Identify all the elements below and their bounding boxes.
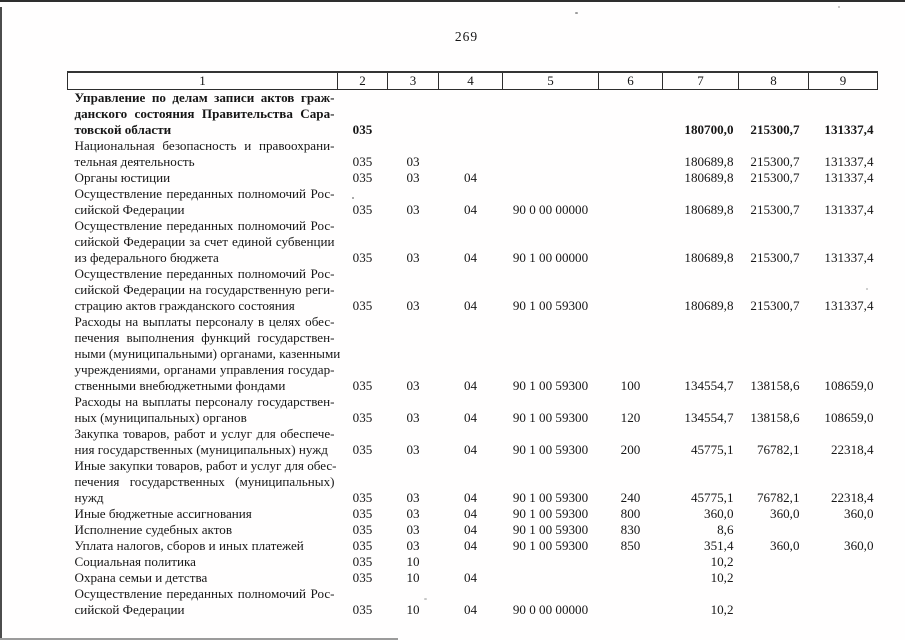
cell-expense-type-code: [599, 138, 663, 170]
cell-subsection-code: 04: [463, 170, 478, 185]
scan-border-left: [0, 7, 2, 640]
cell-grbs-code: 035: [352, 122, 373, 137]
row-name: [68, 314, 341, 394]
row-name-line: сийской Федерации за счет единой субвенции: [74, 234, 335, 249]
row-name: [68, 186, 338, 218]
row-name-line: Охрана семьи и детства: [74, 570, 208, 585]
cell-grbs-code: 035: [352, 378, 373, 393]
row-name-line: Уплата налогов, сборов и иных платежей: [74, 538, 304, 553]
row-name: [68, 394, 338, 426]
cell-subsection-code: 04: [463, 298, 478, 313]
cell-target-article-code: 90 1 00 59300: [512, 506, 589, 521]
column-header-3: 3: [388, 72, 439, 90]
cell-amount-year2: 76782,1: [756, 442, 800, 457]
cell-amount-year3: [809, 586, 878, 618]
cell-subsection-code: [439, 90, 503, 139]
cell-section-code: 03: [406, 490, 420, 505]
cell-amount-year2: 215300,7: [750, 170, 800, 185]
cell-target-article-code: 90 1 00 59300: [512, 522, 589, 537]
cell-section-code: 03: [406, 538, 420, 553]
cell-amount-year2: 215300,7: [750, 250, 800, 265]
cell-subsection-code: [439, 138, 503, 170]
row-name-line: ными (муниципальными) органами, казенными: [74, 346, 341, 361]
cell-section-code: 03: [406, 410, 420, 425]
row-name-line: ственными внебюджетными фондами: [74, 378, 286, 393]
budget-table: [67, 71, 878, 618]
cell-amount-year3: 131337,4: [824, 122, 874, 137]
cell-amount-year1: 351,4: [704, 538, 734, 553]
cell-subsection-code: [439, 554, 503, 570]
cell-amount-year2: 215300,7: [750, 202, 800, 217]
row-name-line: Национальная безопасность и правоохрани-: [74, 138, 335, 153]
column-header-4: 4: [439, 72, 503, 90]
row-name-line: печения выполнения функций государствен-: [74, 330, 335, 345]
cell-section-code: [388, 90, 439, 139]
table-row: [68, 586, 878, 618]
table-row: [68, 138, 878, 170]
table-row: [68, 538, 878, 554]
cell-amount-year1: 180689,8: [684, 170, 734, 185]
row-name-line: тельная деятельность: [74, 154, 195, 169]
row-name-line: Осуществление переданных полномочий Рос-: [74, 266, 335, 281]
cell-expense-type-code: 100: [620, 378, 641, 393]
cell-amount-year2: 215300,7: [750, 122, 800, 137]
cell-target-article-code: 90 0 00 00000: [512, 202, 589, 217]
table-row: [68, 314, 878, 394]
cell-expense-type-code: 830: [620, 522, 641, 537]
table-row: [68, 570, 878, 586]
page-number: 269: [454, 29, 479, 44]
cell-expense-type-code: [599, 170, 663, 186]
cell-amount-year1: 134554,7: [684, 410, 734, 425]
table-header: [68, 72, 878, 90]
scan-speck: [575, 12, 578, 14]
row-name-line: Осуществление переданных полномочий Рос-: [74, 218, 335, 233]
cell-section-code: 03: [406, 202, 420, 217]
cell-amount-year1: 10,2: [710, 570, 734, 585]
cell-target-article-code: [503, 138, 599, 170]
row-name-line: ния государственных (муниципальных) нужд: [74, 442, 328, 457]
cell-target-article-code: 90 1 00 59300: [512, 442, 589, 457]
cell-amount-year1: 180689,8: [684, 298, 734, 313]
row-name-line: данского состояния Правительства Сара-: [74, 106, 335, 121]
row-name-line: Социальная политика: [74, 554, 196, 569]
table-header-row: [68, 72, 878, 90]
table-row: [68, 554, 878, 570]
row-name: [68, 90, 338, 139]
cell-amount-year3: 131337,4: [824, 298, 874, 313]
cell-amount-year2: 360,0: [770, 538, 800, 553]
table-row: [68, 266, 878, 314]
row-name-line: Осуществление переданных полномочий Рос-: [74, 586, 335, 601]
cell-section-code: 03: [406, 170, 420, 185]
row-name-line: Иные закупки товаров, работ и услуг для обес-: [74, 458, 337, 473]
cell-amount-year1: 10,2: [710, 554, 734, 569]
row-name-line: товской области: [74, 122, 172, 137]
cell-amount-year3: [809, 522, 878, 538]
table-row: [68, 170, 878, 186]
cell-amount-year1: 134554,7: [684, 378, 734, 393]
cell-target-article-code: 90 0 00 00000: [512, 602, 589, 617]
cell-expense-type-code: [599, 90, 663, 139]
cell-subsection-code: 04: [463, 522, 478, 537]
row-name-line: Органы юстиции: [74, 170, 171, 185]
cell-grbs-code: 035: [352, 170, 373, 185]
cell-subsection-code: 04: [463, 378, 478, 393]
cell-amount-year2: 215300,7: [750, 298, 800, 313]
cell-amount-year1: 8,6: [717, 522, 734, 537]
table-row: [68, 394, 878, 426]
table-row: [68, 506, 878, 522]
row-name: [68, 426, 338, 458]
cell-amount-year1: 45775,1: [690, 442, 734, 457]
cell-target-article-code: 90 1 00 00000: [512, 250, 589, 265]
cell-amount-year1: 360,0: [704, 506, 734, 521]
cell-amount-year1: 45775,1: [690, 490, 734, 505]
cell-expense-type-code: [599, 218, 663, 266]
cell-section-code: 10: [406, 602, 420, 617]
cell-amount-year1: 180689,8: [684, 154, 734, 169]
row-name: [68, 506, 338, 522]
row-name-line: печения государственных (муниципальных): [74, 474, 335, 489]
cell-expense-type-code: [599, 266, 663, 314]
cell-target-article-code: 90 1 00 59300: [512, 538, 589, 553]
row-name: [68, 570, 338, 586]
cell-amount-year2: [739, 554, 809, 570]
cell-section-code: 03: [406, 298, 420, 313]
cell-expense-type-code: 120: [620, 410, 641, 425]
cell-target-article-code: [503, 170, 599, 186]
cell-expense-type-code: 800: [620, 506, 641, 521]
table-row: [68, 426, 878, 458]
cell-amount-year2: 360,0: [770, 506, 800, 521]
cell-section-code: 03: [406, 250, 420, 265]
row-name-line: учреждениями, органами управления государ-: [74, 362, 335, 377]
column-header-6: 6: [599, 72, 663, 90]
row-name-line: сийской Федерации: [74, 602, 185, 617]
cell-amount-year3: [809, 570, 878, 586]
cell-amount-year3: 360,0: [844, 538, 874, 553]
column-header-9: 9: [809, 72, 878, 90]
cell-amount-year1: 180689,8: [684, 250, 734, 265]
cell-grbs-code: 035: [352, 410, 373, 425]
cell-amount-year3: 108659,0: [824, 410, 874, 425]
cell-expense-type-code: [599, 570, 663, 586]
row-name-line: страцию актов гражданского состояния: [74, 298, 295, 313]
cell-amount-year1: 10,2: [710, 602, 734, 617]
row-name: [68, 538, 338, 554]
cell-target-article-code: 90 1 00 59300: [512, 298, 589, 313]
table-row: [68, 90, 878, 139]
row-name: [68, 170, 338, 186]
cell-section-code: 03: [406, 154, 420, 169]
cell-expense-type-code: 850: [620, 538, 641, 553]
row-name: [68, 586, 338, 618]
cell-amount-year2: [739, 570, 809, 586]
cell-grbs-code: 035: [352, 442, 373, 457]
cell-grbs-code: 035: [352, 554, 373, 569]
cell-section-code: 10: [406, 554, 420, 569]
table-row: [68, 458, 878, 506]
cell-target-article-code: [503, 90, 599, 139]
cell-amount-year2: 138158,6: [750, 378, 800, 393]
cell-grbs-code: 035: [352, 154, 373, 169]
row-name-line: Закупка товаров, работ и услуг для обеспече-: [74, 426, 335, 441]
column-header-7: 7: [663, 72, 739, 90]
row-name: [68, 266, 338, 314]
table-row: [68, 218, 878, 266]
cell-subsection-code: 04: [463, 538, 478, 553]
cell-amount-year3: 108659,0: [824, 378, 874, 393]
column-header-8: 8: [739, 72, 809, 90]
row-name: [68, 458, 338, 506]
cell-target-article-code: 90 1 00 59300: [512, 490, 589, 505]
cell-subsection-code: 04: [463, 602, 478, 617]
column-header-5: 5: [503, 72, 599, 90]
cell-grbs-code: 035: [352, 538, 373, 553]
cell-expense-type-code: [599, 554, 663, 570]
cell-target-article-code: 90 1 00 59300: [512, 378, 589, 393]
cell-section-code: 03: [406, 506, 420, 521]
row-name: [68, 522, 338, 538]
cell-section-code: 03: [406, 522, 420, 537]
cell-amount-year1: 180689,8: [684, 202, 734, 217]
row-name: [68, 138, 338, 170]
row-name-line: Иные бюджетные ассигнования: [74, 506, 252, 521]
cell-grbs-code: 035: [352, 202, 373, 217]
cell-grbs-code: 035: [352, 250, 373, 265]
cell-amount-year3: 131337,4: [824, 154, 874, 169]
row-name-line: из федерального бюджета: [74, 250, 219, 265]
column-header-2: 2: [338, 72, 388, 90]
cell-expense-type-code: [599, 186, 663, 218]
cell-target-article-code: [503, 570, 599, 586]
cell-subsection-code: 04: [463, 506, 478, 521]
scan-border-top: [0, 0, 905, 2]
cell-amount-year3: 131337,4: [824, 170, 874, 185]
cell-subsection-code: 04: [463, 410, 478, 425]
cell-subsection-code: 04: [463, 250, 478, 265]
row-name-line: Расходы на выплаты персоналу государствен-: [74, 394, 335, 409]
cell-expense-type-code: 200: [620, 442, 641, 457]
cell-grbs-code: 035: [352, 298, 373, 313]
cell-amount-year1: 180700,0: [684, 122, 734, 137]
table-body: [68, 90, 878, 619]
cell-amount-year3: 131337,4: [824, 202, 874, 217]
cell-grbs-code: 035: [352, 490, 373, 505]
cell-amount-year3: [809, 554, 878, 570]
cell-expense-type-code: 240: [620, 490, 641, 505]
row-name-line: Исполнение судебных актов: [74, 522, 233, 537]
cell-amount-year2: 215300,7: [750, 154, 800, 169]
cell-section-code: 10: [406, 570, 420, 585]
cell-subsection-code: 04: [463, 442, 478, 457]
cell-grbs-code: 035: [352, 570, 373, 585]
cell-target-article-code: [503, 554, 599, 570]
row-name: [68, 218, 338, 266]
row-name-line: нужд: [74, 490, 104, 505]
cell-amount-year3: 22318,4: [830, 490, 874, 505]
cell-section-code: 03: [406, 378, 420, 393]
row-name: [68, 554, 338, 570]
cell-amount-year2: 138158,6: [750, 410, 800, 425]
cell-expense-type-code: [599, 586, 663, 618]
cell-target-article-code: 90 1 00 59300: [512, 410, 589, 425]
cell-amount-year3: 360,0: [844, 506, 874, 521]
row-name-line: Расходы на выплаты персоналу в целях обес-: [74, 314, 335, 329]
scan-speck: [838, 6, 840, 8]
cell-amount-year3: 131337,4: [824, 250, 874, 265]
table-row: [68, 186, 878, 218]
row-name-line: Осуществление переданных полномочий Рос-: [74, 186, 335, 201]
table-row: [68, 522, 878, 538]
cell-amount-year2: [739, 586, 809, 618]
cell-section-code: 03: [406, 442, 420, 457]
row-name-line: сийской Федерации: [74, 202, 185, 217]
cell-grbs-code: 035: [352, 506, 373, 521]
cell-grbs-code: 035: [352, 522, 373, 537]
row-name-line: сийской Федерации на государственную реги-: [74, 282, 335, 297]
row-name-line: Управление по делам записи актов граж-: [74, 90, 335, 105]
cell-amount-year3: 22318,4: [830, 442, 874, 457]
cell-subsection-code: 04: [463, 570, 478, 585]
cell-subsection-code: 04: [463, 202, 478, 217]
column-header-1: 1: [68, 72, 338, 90]
row-name-line: ных (муниципальных) органов: [74, 410, 247, 425]
cell-subsection-code: 04: [463, 490, 478, 505]
cell-amount-year2: 76782,1: [756, 490, 800, 505]
cell-grbs-code: 035: [352, 602, 373, 617]
cell-amount-year2: [739, 522, 809, 538]
